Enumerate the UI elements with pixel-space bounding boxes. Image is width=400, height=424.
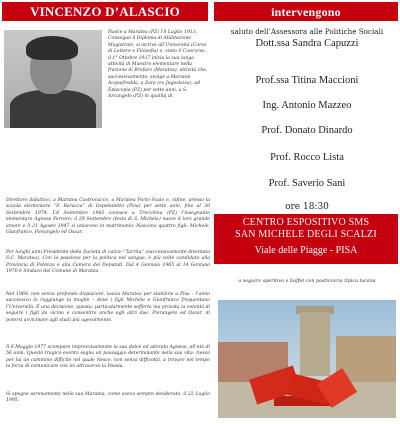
speakers-banner xyxy=(214,2,398,21)
event-time: ore 18:30 xyxy=(285,202,329,212)
buffet-note: a seguire aperitivo e buffet con pasticceria tipica lucana xyxy=(238,279,376,284)
venue-name-line-2: SAN MICHELE DEGLI SCALZI xyxy=(235,229,377,240)
person-name: VINCENZO D’ALASCIO xyxy=(30,4,180,19)
venue-photo xyxy=(218,300,396,418)
right-column xyxy=(214,0,400,424)
name-banner xyxy=(2,2,208,21)
venue-banner xyxy=(214,214,398,264)
venue-name-line-1: CENTRO ESPOSITIVO SMS xyxy=(242,217,370,228)
speaker-5: Prof. Rocco Lista xyxy=(270,152,344,163)
bio-paragraph-3: Nel 1968, non senza profondo dispiacere, lascia Maratea per stabilirsi a Pisa – l’anno successivo lo raggiunge la moglie – dove i figli Michele e Gianfranco frequentano l’Università. È una decisione, questa, particolarmente sofferta ma provata la volontà di seguire i figli da vicino e consentire anche agli altri due, Pierangelo ed Oscar, di potersi avvicinare agli studi più agevolmente. xyxy=(6,292,210,323)
speaker-4: Prof. Donato Dinardo xyxy=(261,125,353,136)
portrait-photo xyxy=(4,30,102,128)
speaker-1: Dott.ssa Sandra Capuzzi xyxy=(255,38,359,49)
speakers-intro: saluto dell’Assessora alle Politiche Sociali xyxy=(230,27,384,36)
speakers-title: intervengono xyxy=(271,5,341,19)
bio-paragraph-5: Si spegne serenamente nella sua Maratea, come aveva sempre desiderato, il 22 Luglio 1995. xyxy=(6,392,210,404)
bio-paragraph-4: Il 6 Maggio 1977 scompare improvvisamente la sua dolce ed adorata Agnese, all’età di 56 anni. Questo tragico evento segna un passaggio determinante nella sua vita: riesce per lui un cammino difficile nel quale riesce, non senza difficoltà, a trovare nel tempo la forza di comunicare con lei attraverso la Poesia. xyxy=(6,345,210,370)
bio-paragraph-2: Per lunghi anni Presidente della Società di calcio “Tarrita” (successivamente diventata S.C. Maratea). Con la passione per la politica nel sangue, è più volte candidato alla Provincia di Potenza e alla Camera dei Deputati. Dal 4 Gennaio 1965 al 14 Gennaio 1970 è Sindaco del Comune di Maratea. xyxy=(6,250,210,275)
bio-paragraph-1: Direttore didattico, a Maratea Castrocucco, a Maratea Porto-Scalo e, infine, presso la scuola elementare “F. Baracca” di Ospedaletto (Pisa) per sette anni, fino al 30 Settembre 1974. L’8 Settembre 1945 conosce a Trecchina (PZ) l’insegnante elementare Agnese Ferraro; il 29 Settembre (festa di S. Michele) nasce il loro grande amore e il 21 Agosto 1947 si uniscono in matrimonio. Nascono quattro figli: Michele, Gianfranco, Pierangelo ed Oscar. xyxy=(6,198,210,236)
portrait-body xyxy=(10,90,96,128)
bell-tower xyxy=(300,312,330,376)
portrait-hair xyxy=(26,36,78,60)
speaker-3: Ing. Antonio Mazzeo xyxy=(262,100,352,111)
speaker-6: Prof. Saverio Sani xyxy=(268,178,346,189)
speaker-2: Prof.ssa Titina Maccioni xyxy=(255,75,359,86)
bio-intro-text: Nasce a Maratea (PZ) l’8 Luglio 1913. Consegue il Diploma di Abilitazione Magistrale, si iscrive all’Università (Corso di Lettere e Filosofia) e, vinto il Concorso, il 1° Ottobre 1937 inizia la sua lunga attività di Maestro elementare nella frazione di Brefaro (Maratea), attività che, successivamente, svolge a Maratea Acquafredda, a Zara (ex Jugoslavia), ad Episcopia (PZ) per sette anni, a S. Arcangelo (PZ) in qualità di xyxy=(108,30,208,100)
venue-address: Viale delle Piagge - PISA xyxy=(254,245,358,256)
